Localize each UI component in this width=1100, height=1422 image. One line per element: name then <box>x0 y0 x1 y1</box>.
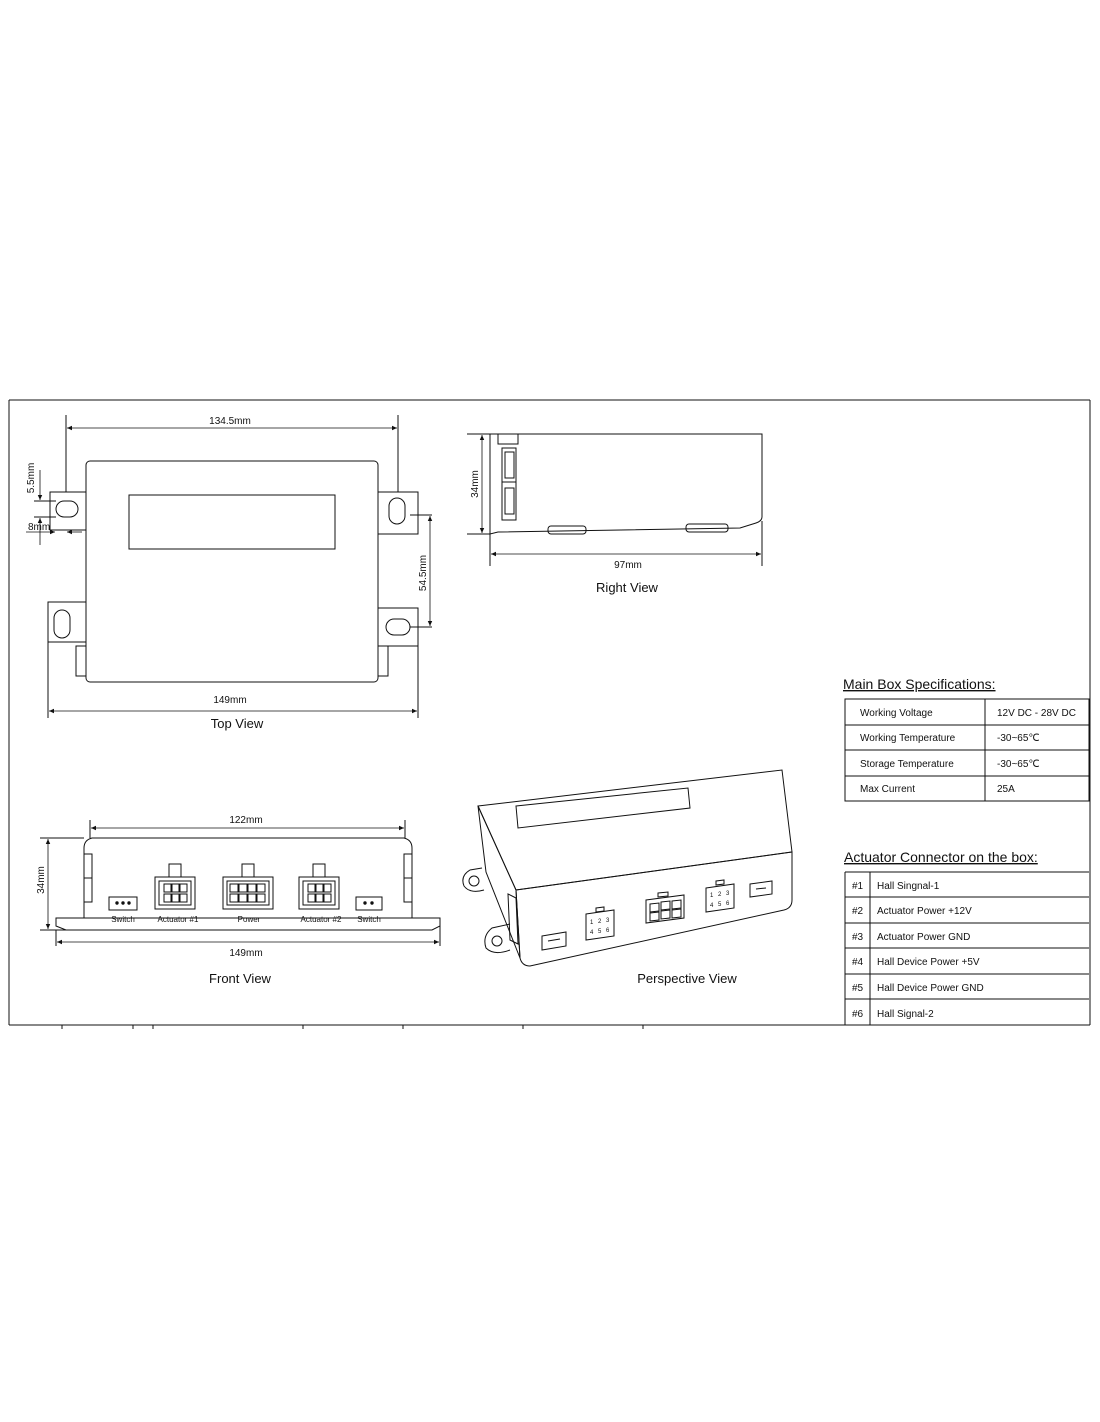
pinout-pin-4: #5 <box>852 983 864 994</box>
spec-value-0: 12V DC - 28V DC <box>997 708 1076 719</box>
spec-name-0: Working Voltage <box>860 708 933 719</box>
front-actuator-1-connector <box>155 864 195 909</box>
dim-hole-offset: 8mm <box>28 522 51 533</box>
perspective-view <box>463 770 792 986</box>
spec-name-2: Storage Temperature <box>860 759 954 770</box>
front-switch-connector-1 <box>109 897 137 910</box>
pin-number: 3 <box>606 918 610 924</box>
pinout-signal-2: Actuator Power GND <box>877 932 971 943</box>
spec-value-3: 25A <box>997 784 1015 795</box>
pin-number: 4 <box>590 930 594 936</box>
pinout-pin-5: #6 <box>852 1009 864 1020</box>
pin-number: 5 <box>598 929 602 935</box>
top-view <box>26 415 432 731</box>
pinout-pin-3: #4 <box>852 957 864 968</box>
front-view-caption: Front View <box>209 971 271 986</box>
right-view <box>467 434 762 595</box>
front-actuator-2-connector <box>299 864 339 909</box>
perspective-view-caption: Perspective View <box>637 971 737 986</box>
pinout-table <box>844 849 1089 1025</box>
front-connector-label-switch-1: Switch <box>111 915 135 924</box>
pin-number: 4 <box>710 903 714 909</box>
front-connector-label-power: Power <box>237 915 261 924</box>
front-connector-label-switch-2: Switch <box>357 915 381 924</box>
top-view-caption: Top View <box>210 716 264 731</box>
spec-value-1: -30~65℃ <box>997 733 1040 744</box>
pinout-title: Actuator Connector on the box: <box>844 849 1038 865</box>
pinout-pin-0: #1 <box>852 881 864 892</box>
spec-name-3: Max Current <box>860 784 916 795</box>
dim-hole-height: 5.5mm <box>26 462 37 494</box>
dim-front-height: 34mm <box>36 866 47 894</box>
front-view <box>36 815 440 986</box>
pin-number: 2 <box>718 892 722 898</box>
pinout-signal-5: Hall Signal-2 <box>877 1009 934 1020</box>
front-power-connector <box>223 864 273 909</box>
pinout-signal-3: Hall Device Power +5V <box>877 957 980 968</box>
pin-number: 6 <box>726 901 730 907</box>
pin-number: 1 <box>590 920 594 926</box>
pin-number: 5 <box>718 902 722 908</box>
front-connector-label-actuator-2: Actuator #2 <box>300 915 342 924</box>
pinout-signal-4: Hall Device Power GND <box>877 983 984 994</box>
dim-top-width: 134.5mm <box>209 416 251 427</box>
dim-front-outer-width: 149mm <box>229 948 263 959</box>
pinout-pin-2: #3 <box>852 932 864 943</box>
front-connector-label-actuator-1: Actuator #1 <box>157 915 199 924</box>
dim-hole-spacing: 54.5mm <box>418 554 429 592</box>
pin-number: 6 <box>606 928 610 934</box>
perspective-actuator-1-pins <box>590 918 610 936</box>
right-view-caption: Right View <box>596 580 658 595</box>
spec-value-2: -30~65℃ <box>997 759 1040 770</box>
dim-right-height: 34mm <box>470 470 481 498</box>
dim-right-depth: 97mm <box>614 560 642 571</box>
pinout-pin-1: #2 <box>852 906 864 917</box>
pinout-signal-1: Actuator Power +12V <box>877 906 972 917</box>
specs-table <box>843 676 1089 801</box>
spec-name-1: Working Temperature <box>860 733 956 744</box>
pin-number: 1 <box>710 893 714 899</box>
specs-title: Main Box Specifications: <box>843 676 996 692</box>
dim-front-inner-width: 122mm <box>229 815 263 826</box>
pin-number: 2 <box>598 919 602 925</box>
front-switch-connector-2 <box>356 897 382 910</box>
dim-bottom-width: 149mm <box>213 695 247 706</box>
pin-number: 3 <box>726 891 730 897</box>
pinout-signal-0: Hall Singnal-1 <box>877 881 940 892</box>
perspective-actuator-2-pins <box>710 891 730 909</box>
